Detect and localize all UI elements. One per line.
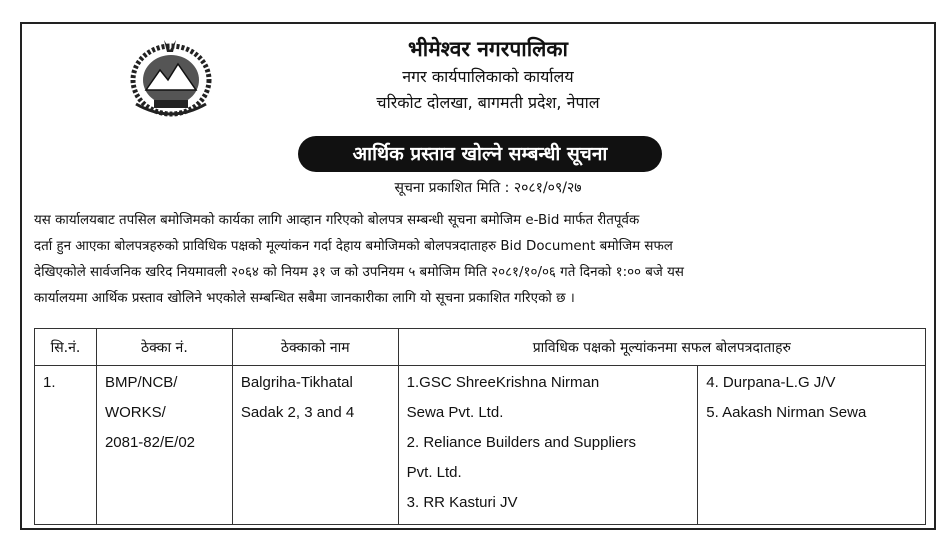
header-sn: सि.नं. <box>35 329 97 366</box>
notice-header <box>22 34 934 116</box>
notice-body <box>34 208 922 312</box>
body-line: दर्ता हुन आएका बोलपत्रहरुको प्राविधिक पक्षको मूल्यांकन गर्दा देहाय बमोजिमको बोलपत्रदाताहरु Bid Document बमोजिम सफल <box>34 239 673 254</box>
bidder-line: Pvt. Ltd. <box>406 464 462 481</box>
bidder-line: Sewa Pvt. Ltd. <box>406 404 504 421</box>
bidder-line: 2. Reliance Builders and Suppliers <box>406 434 636 451</box>
cell-sn <box>35 366 97 525</box>
header-contract-no: ठेक्का नं. <box>96 329 232 366</box>
cell-contract-no <box>96 366 232 525</box>
contract-no-line: WORKS/ <box>104 404 166 421</box>
contract-name-line: Balgriha-Tikhatal <box>240 374 353 391</box>
body-line: यस कार्यालयबाट तपसिल बमोजिमको कार्यका लागि आव्हान गरिएको बोलपत्र सम्बन्धी सूचना बमोजिम e-Bid मार्फत रीतपूर्वक <box>34 213 640 228</box>
publication-date: सूचना प्रकाशित मिति : २०८१/०९/२७ <box>394 180 582 196</box>
contract-no-line: 2081-82/E/02 <box>104 434 196 451</box>
bidder-line: 1.GSC ShreeKrishna Nirman <box>406 374 600 391</box>
body-line: कार्यालयमा आर्थिक प्रस्ताव खोलिने भएकोले सम्बन्धित सबैमा जानकारीका लागि यो सूचना प्रकाशित गरिएको छ । <box>34 291 575 306</box>
bidders-table <box>34 328 926 525</box>
body-line: देखिएकोले सार्वजनिक खरिद नियमावली २०६४ को नियम ३१ ज को उपनियम ५ बमोजिम मिति २०८१/१०/०६ गते दिनको १:०० बजे यस <box>34 265 684 280</box>
header-contract-name: ठेक्काको नाम <box>232 329 398 366</box>
notice-frame <box>20 22 936 530</box>
organization-name: भीमेश्वर नगरपालिका <box>408 37 568 61</box>
office-name: नगर कार्यपालिकाको कार्यालय <box>402 67 574 86</box>
cell-bidders-col2 <box>698 366 926 525</box>
sn-value: 1. <box>43 374 56 391</box>
bidder-line: 4. Durpana-L.G J/V <box>706 374 836 391</box>
cell-contract-name <box>232 366 398 525</box>
table-row <box>35 366 926 525</box>
notice-title: आर्थिक प्रस्ताव खोल्ने सम्बन्धी सूचना <box>298 136 662 172</box>
table-header-row <box>35 329 926 366</box>
header-successful-bidders: प्राविधिक पक्षको मूल्यांकनमा सफल बोलपत्रदाताहरु <box>398 329 925 366</box>
bidder-line: 3. RR Kasturi JV <box>406 494 518 511</box>
contract-no-line: BMP/NCB/ <box>104 374 178 391</box>
bidder-line: 5. Aakash Nirman Sewa <box>706 404 867 421</box>
contract-name-line: Sadak 2, 3 and 4 <box>240 404 355 421</box>
cell-bidders-col1 <box>398 366 698 525</box>
office-address: चरिकोट दोलखा, बागमती प्रदेश, नेपाल <box>376 93 600 112</box>
